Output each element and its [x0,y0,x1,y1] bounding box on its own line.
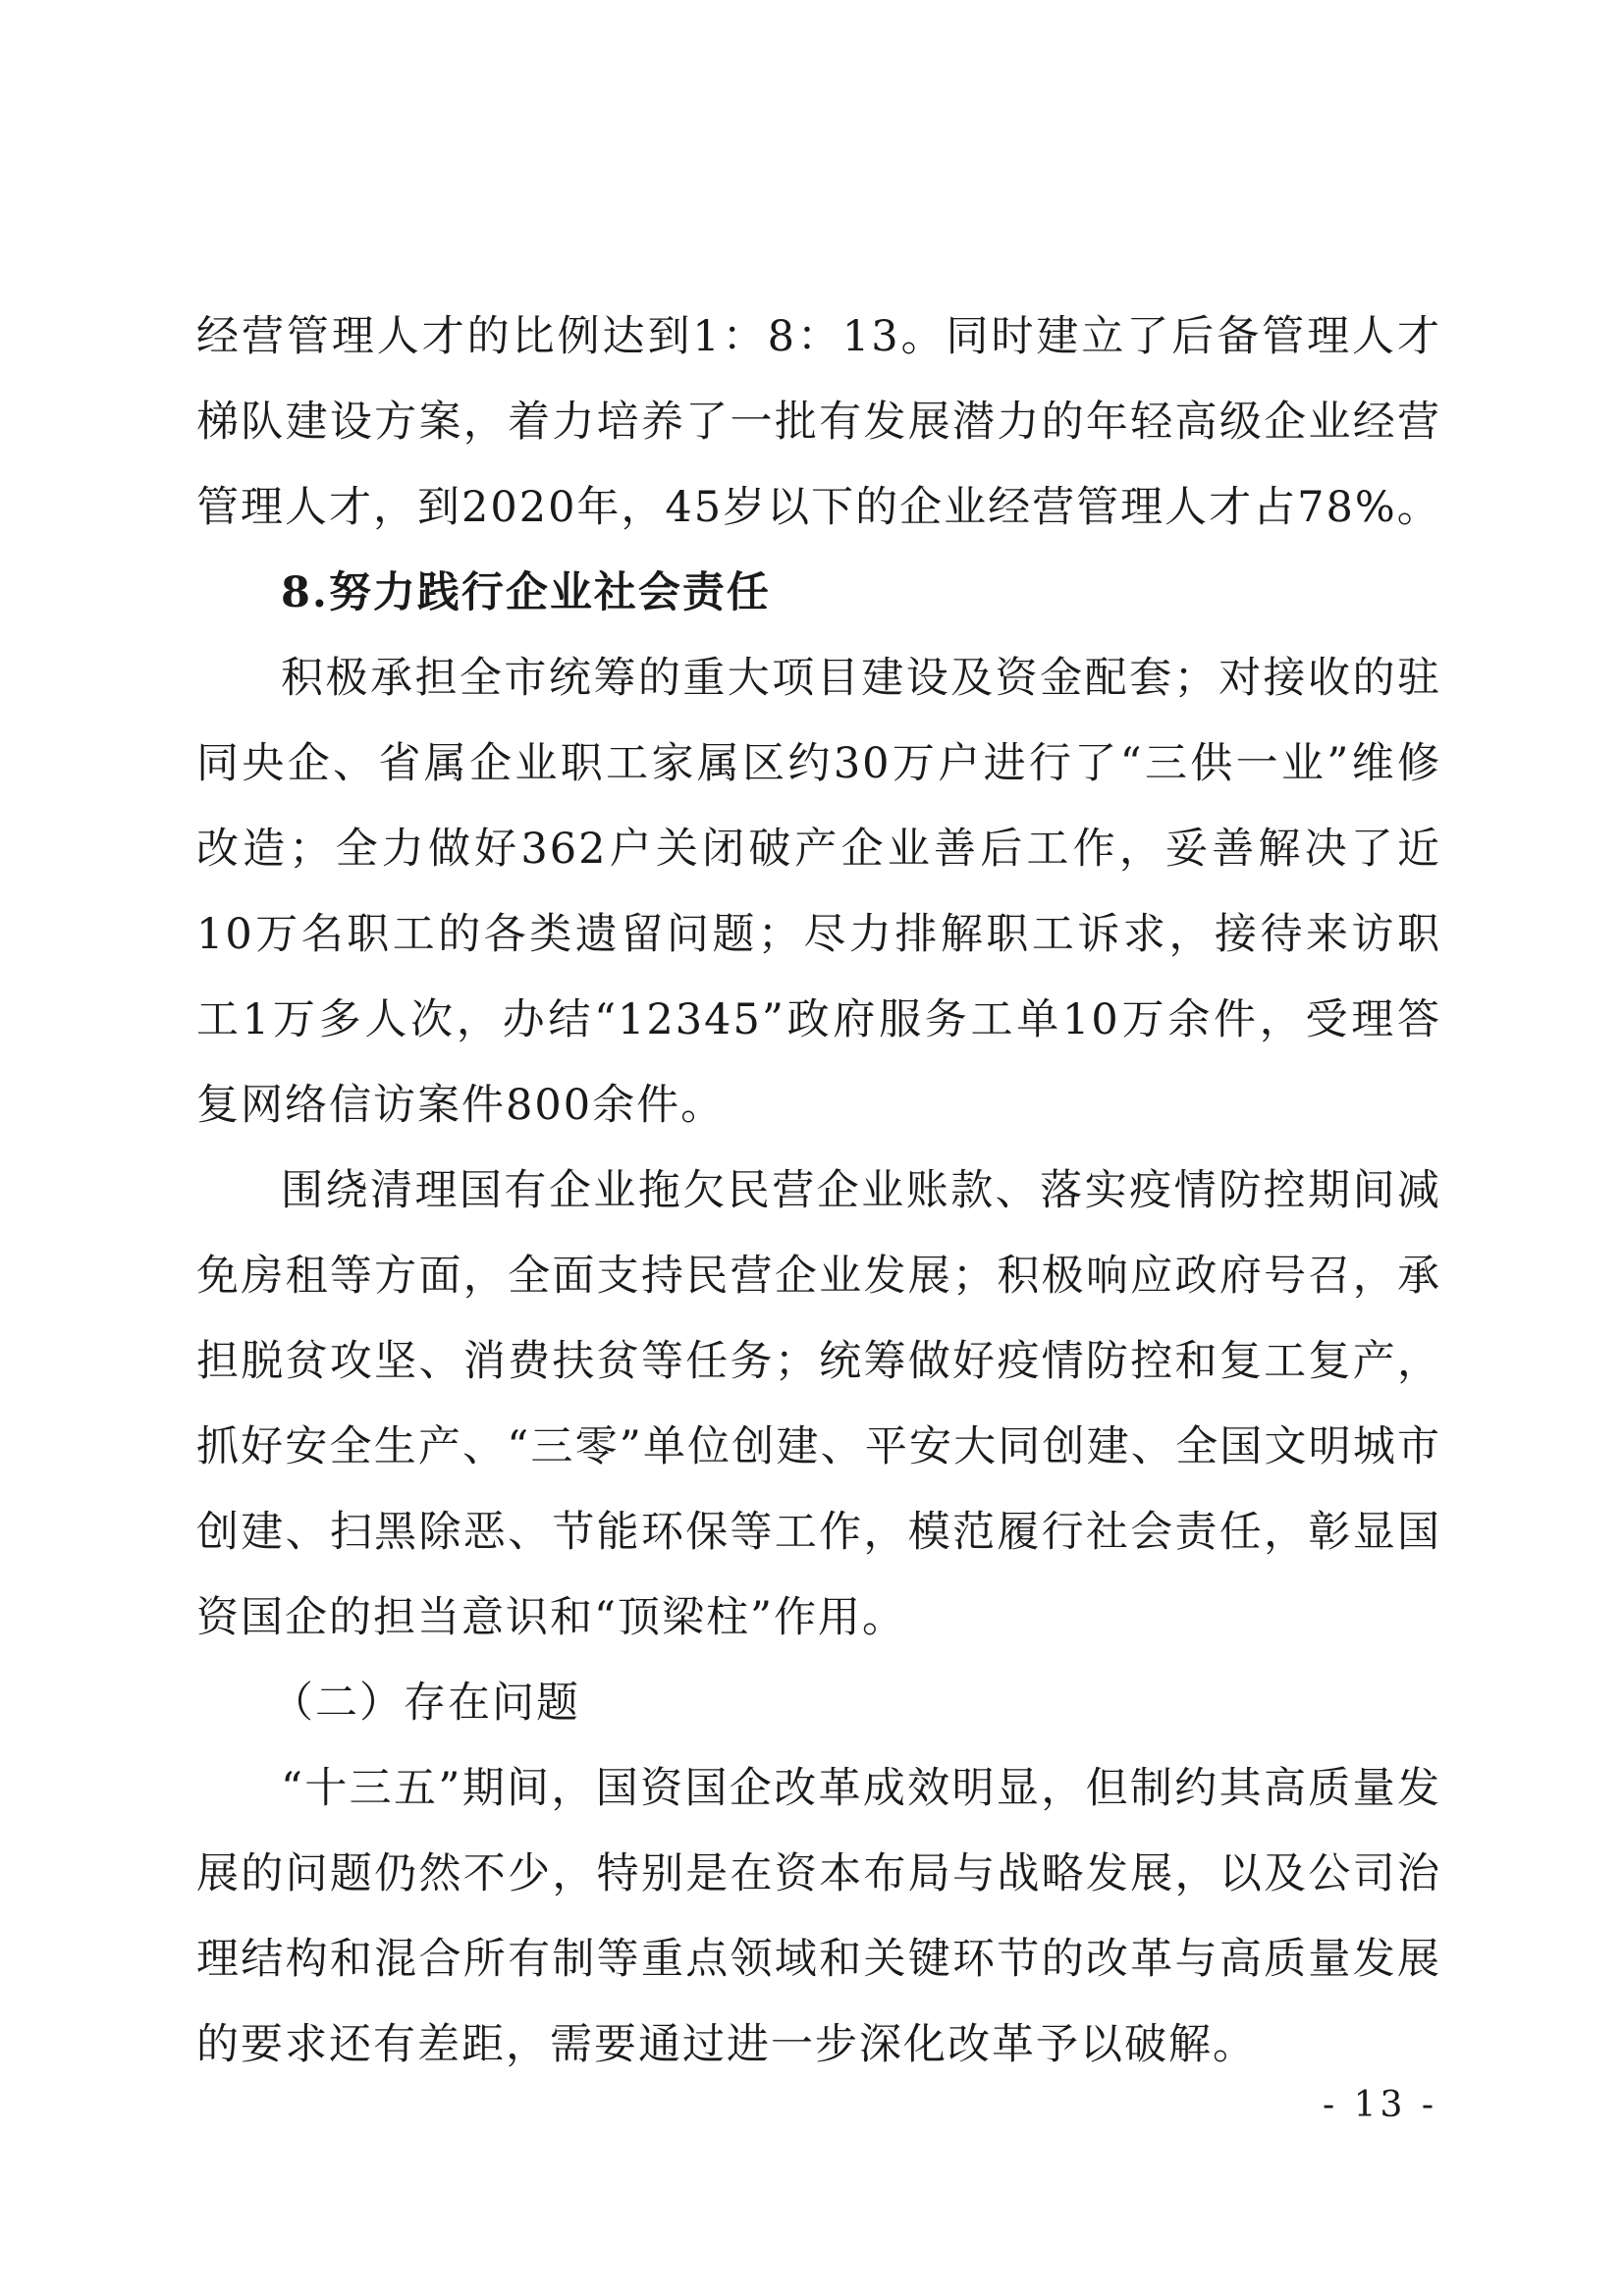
paragraph-projects: 积极承担全市统筹的重大项目建设及资金配套；对接收的驻同央企、省属企业职工家属区约30万户进行了“三供一业”维修改造；全力做好362户关闭破产企业善后工作，妥善解决了近10万名职工的各类遗留问题；尽力排解职工诉求，接待来访职工1万多人次，办结“12345”政府服务工单10万余件，受理答复网络信访案件800余件。 [196,654,1441,1130]
section-heading-existing-problems: （二）存在问题 [271,1679,580,1728]
document-body [196,294,1441,2088]
page-number: - 13 - [1322,2085,1437,2125]
paragraph-private-enterprise-support: 围绕清理国有企业拖欠民营企业账款、落实疫情防控期间减免房租等方面，全面支持民营企业发展；积极响应政府号召，承担脱贫攻坚、消费扶贫等任务；统筹做好疫情防控和复工复产，抓好安全生产、“三零”单位创建、平安大同创建、全国文明城市创建、扫黑除恶、节能环保等工作，模范履行社会责任，彰显国资国企的担当意识和“顶梁柱”作用。 [196,1166,1441,1642]
paragraph-problems: “十三五”期间，国资国企改革成效明显，但制约其高质量发展的问题仍然不少，特别是在资本布局与战略发展，以及公司治理结构和混合所有制等重点领域和关键环节的改革与高质量发展的要求还有差距，需要通过进一步深化改革予以破解。 [196,1764,1441,2069]
paragraph-continuation: 经营管理人才的比例达到1：8：13。同时建立了后备管理人才梯队建设方案，着力培养了一批有发展潜力的年轻高级企业经营管理人才，到2020年，45岁以下的企业经营管理人才占78%。 [196,312,1441,532]
section-heading-social-responsibility: 8.努力践行企业社会责任 [281,568,771,617]
